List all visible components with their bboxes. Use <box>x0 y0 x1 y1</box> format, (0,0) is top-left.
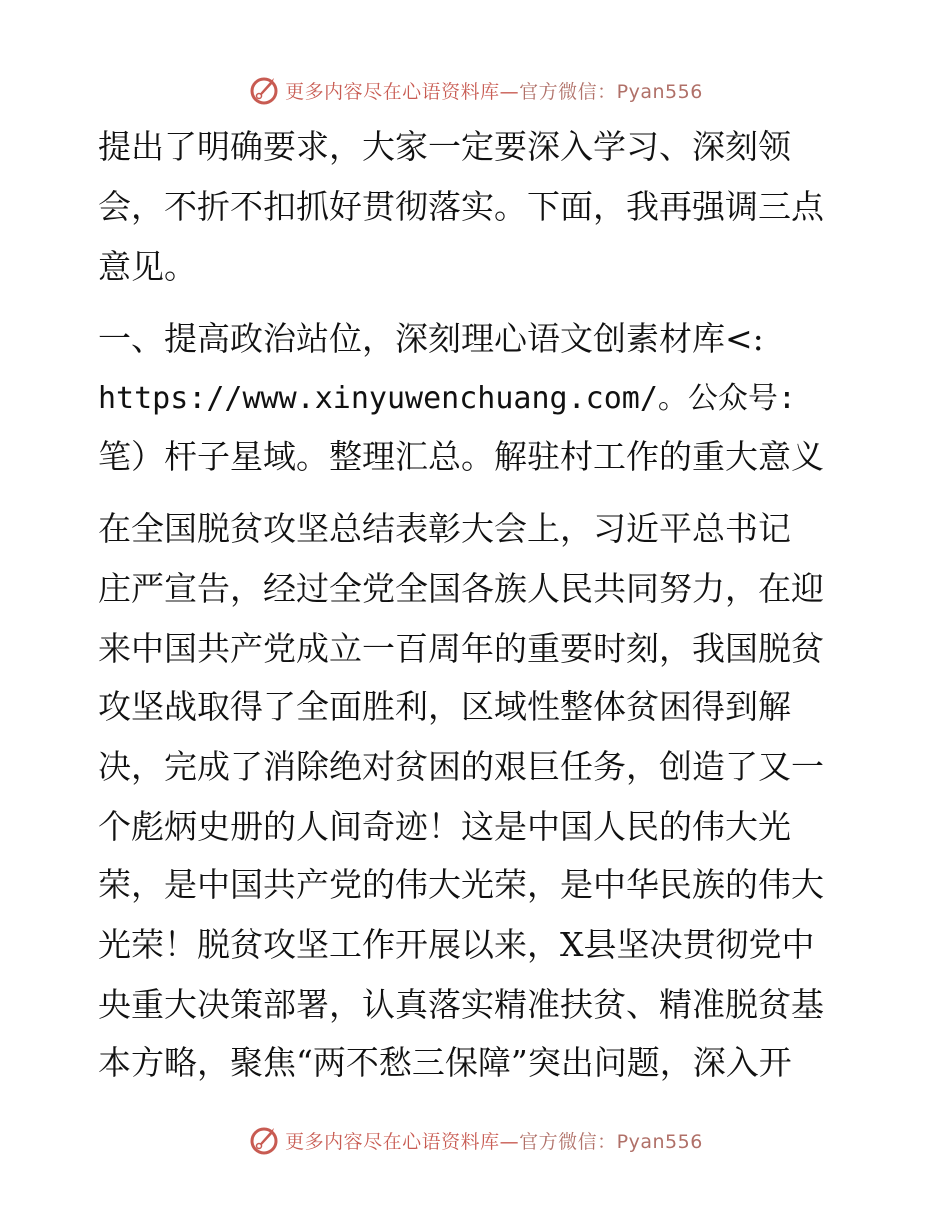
footer-banner <box>0 1120 950 1160</box>
body-line-url: https://www.xinyuwenchuang.com/。公众号: <box>98 381 796 416</box>
quill-logo-icon <box>247 1123 281 1157</box>
body-line: 意见。 <box>98 247 197 286</box>
body-line: 庄严宣告，经过全党全国各族人民共同努力，在迎 <box>98 569 824 608</box>
body-line: 提出了明确要求，大家一定要深入学习、深刻领 <box>98 127 791 166</box>
body-line: 决，完成了消除绝对贫困的艰巨任务，创造了又一 <box>98 747 824 786</box>
header-brand: 更多内容尽在心语资料库 <box>285 80 500 103</box>
header-separator: — <box>499 80 520 103</box>
body-line: 在全国脱贫攻坚总结表彰大会上，习近平总书记 <box>98 509 791 548</box>
footer-separator: — <box>499 1130 520 1153</box>
header-contact: 官方微信：Pyan556 <box>519 80 703 103</box>
header-text <box>285 77 703 104</box>
body-line: 荣，是中国共产党的伟大光荣，是中华民族的伟大 <box>98 865 824 904</box>
header-banner <box>0 70 950 110</box>
body-line: 笔）杆子星域。整理汇总。解驻村工作的重大意义 <box>98 437 824 476</box>
section-heading: 一、提高政治站位，深刻理心语文创素材库<: <box>98 319 764 358</box>
body-line: 光荣！脱贫攻坚工作开展以来，X县坚决贯彻党中 <box>98 925 815 964</box>
footer-contact: 官方微信：Pyan556 <box>519 1130 703 1153</box>
body-line: 来中国共产党成立一百周年的重要时刻，我国脱贫 <box>98 629 824 668</box>
body-line: 会，不折不扣抓好贯彻落实。下面，我再强调三点 <box>98 187 824 226</box>
body-line: 本方略，聚焦“两不愁三保障”突出问题，深入开 <box>98 1043 792 1082</box>
quill-logo-icon <box>247 73 281 107</box>
footer-text <box>285 1127 703 1154</box>
body-line: 个彪炳史册的人间奇迹！这是中国人民的伟大光 <box>98 807 791 846</box>
body-line: 央重大决策部署，认真落实精准扶贫、精准脱贫基 <box>98 985 824 1024</box>
footer-brand: 更多内容尽在心语资料库 <box>285 1130 500 1153</box>
body-line: 攻坚战取得了全面胜利，区域性整体贫困得到解 <box>98 687 791 726</box>
